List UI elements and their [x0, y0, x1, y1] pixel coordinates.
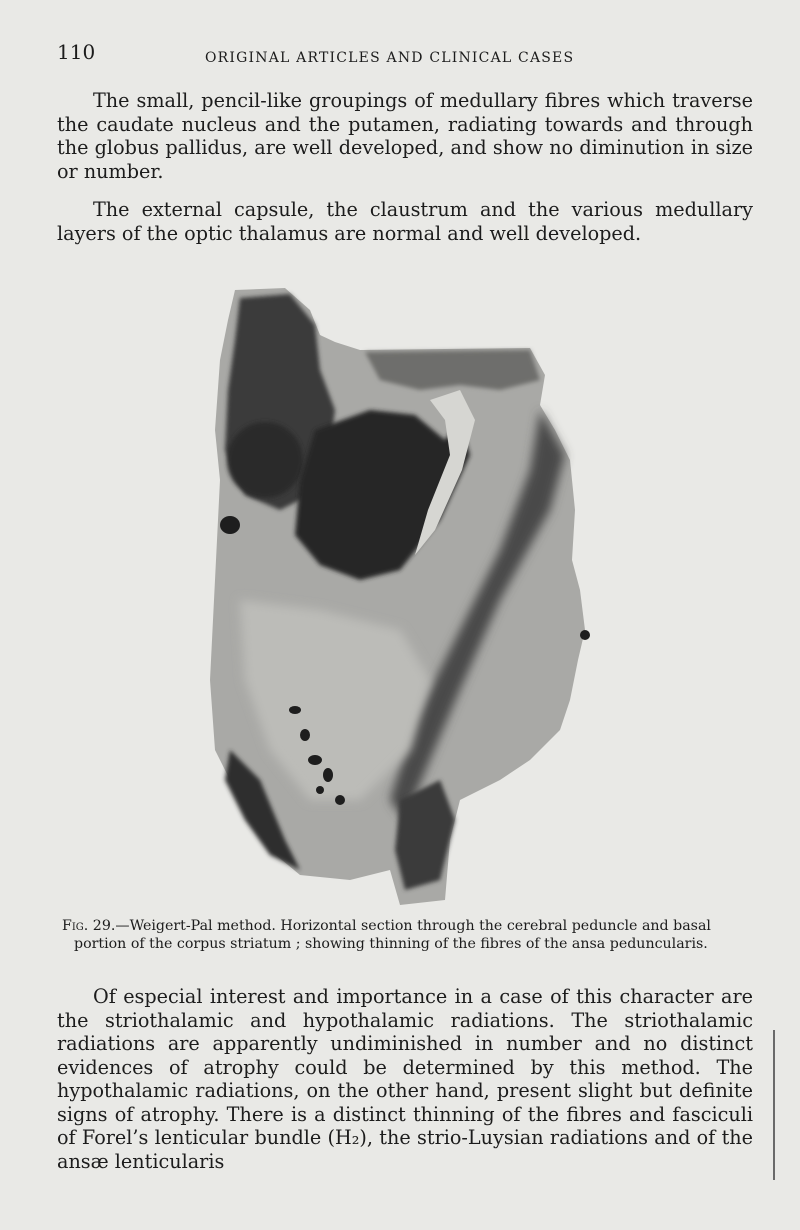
caption-line-2: portion of the corpus striatum ; showing thinning of the fibres of the ansa peduncularis.: [74, 936, 708, 952]
running-head: ORIGINAL ARTICLES AND CLINICAL CASES: [205, 50, 575, 66]
figure-label: Fig. 29.: [62, 918, 116, 934]
paragraph-2: The external capsule, the claustrum and the various medullary layers of the optic thalamus are normal and well developed.: [57, 198, 753, 245]
figure-brain-section: [200, 280, 600, 910]
page-number: 110: [57, 40, 96, 64]
caption-line-1: —Weigert-Pal method. Horizontal section through the cerebral peduncle and basal: [115, 918, 711, 934]
paragraph-3: Of especial interest and importance in a case of this character are the striothalamic and hypothalamic radiations. The striothalamic radiations are apparently undiminished in number and no distinct evidences of atrophy could be determined by this method. The hypothalamic radiations, on the other hand, present slight but definite signs of atrophy. There is a distinct thinning of the fibres and fasciculi of Forel’s lenticular bundle (H₂), the strio-Luysian radiations and of the ansæ lenticularis: [57, 985, 753, 1173]
margin-mark: [773, 1030, 775, 1180]
paragraph-1: The small, pencil-like groupings of medullary fibres which traverse the caudate nucleus and the putamen, radiating towards and through the globus pallidus, are well developed, and show no diminution in size or number.: [57, 89, 753, 183]
figure-caption: [62, 917, 752, 953]
brain-section-image: [200, 280, 600, 910]
nucleus-round: [227, 422, 303, 498]
